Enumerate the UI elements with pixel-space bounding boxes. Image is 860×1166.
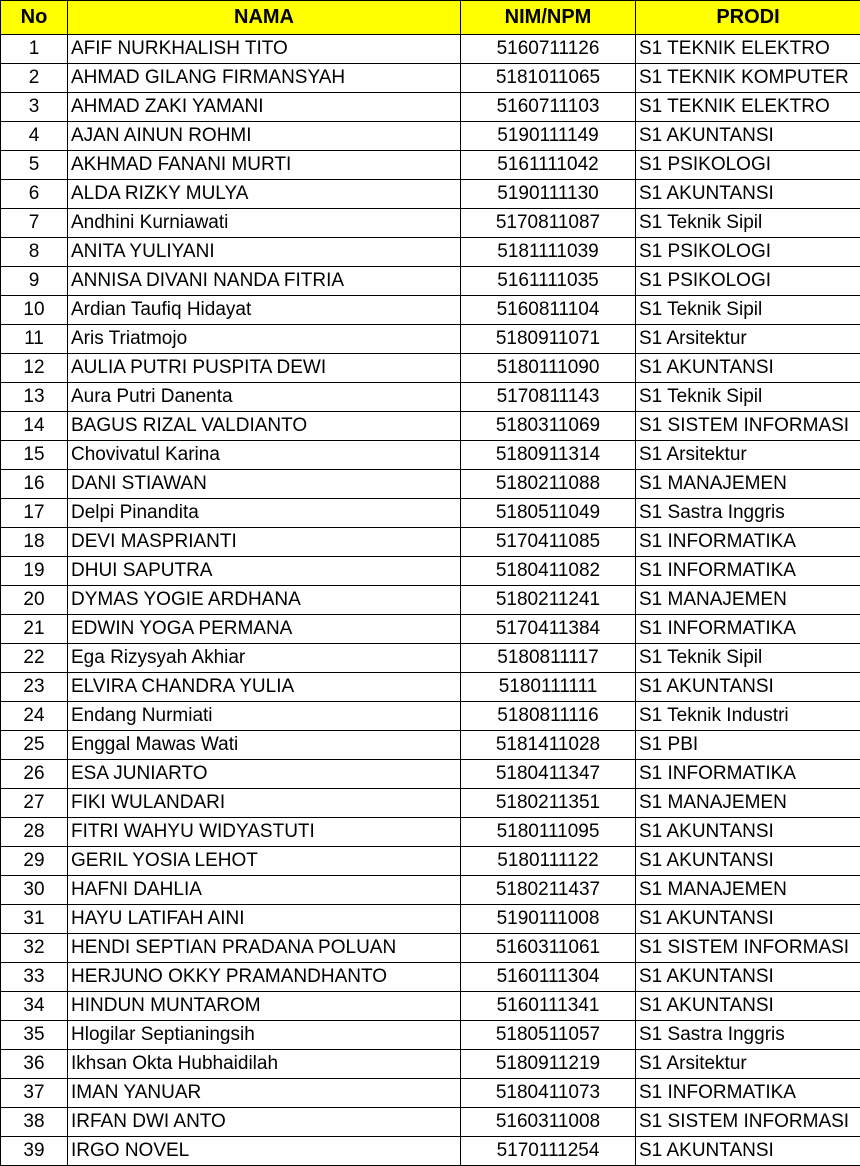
table-row [1, 1137, 860, 1166]
cell-prodi: S1 AKUNTANSI [636, 180, 860, 209]
cell-nama: Andhini Kurniawati [68, 209, 461, 238]
cell-nama: BAGUS RIZAL VALDIANTO [68, 412, 461, 441]
cell-prodi: S1 AKUNTANSI [636, 963, 860, 992]
cell-nama: ELVIRA CHANDRA YULIA [68, 673, 461, 702]
cell-nim: 5180411073 [461, 1079, 636, 1108]
table-row [1, 905, 860, 934]
table-row [1, 760, 860, 789]
cell-no: 31 [1, 905, 68, 934]
cell-no: 13 [1, 383, 68, 412]
cell-prodi: S1 PSIKOLOGI [636, 267, 860, 296]
table-row [1, 963, 860, 992]
cell-nim: 5160711126 [461, 35, 636, 64]
cell-no: 33 [1, 963, 68, 992]
cell-nim: 5170111254 [461, 1137, 636, 1166]
cell-prodi: S1 MANAJEMEN [636, 470, 860, 499]
cell-nama: Endang Nurmiati [68, 702, 461, 731]
cell-no: 24 [1, 702, 68, 731]
cell-nama: IRFAN DWI ANTO [68, 1108, 461, 1137]
cell-no: 6 [1, 180, 68, 209]
table-row [1, 934, 860, 963]
cell-nim: 5180111090 [461, 354, 636, 383]
cell-prodi: S1 Sastra Inggris [636, 499, 860, 528]
cell-no: 28 [1, 818, 68, 847]
cell-nama: ANNISA DIVANI NANDA FITRIA [68, 267, 461, 296]
cell-nim: 5180111111 [461, 673, 636, 702]
table-row [1, 1021, 860, 1050]
cell-nim: 5180311069 [461, 412, 636, 441]
cell-prodi: S1 PBI [636, 731, 860, 760]
table-row [1, 1050, 860, 1079]
table-row [1, 673, 860, 702]
table-row [1, 528, 860, 557]
table-row [1, 702, 860, 731]
cell-nama: HERJUNO OKKY PRAMANDHANTO [68, 963, 461, 992]
cell-no: 1 [1, 35, 68, 64]
cell-nim: 5160711103 [461, 93, 636, 122]
cell-no: 12 [1, 354, 68, 383]
table-row [1, 267, 860, 296]
table-row [1, 209, 860, 238]
cell-nim: 5161111042 [461, 151, 636, 180]
cell-no: 5 [1, 151, 68, 180]
cell-nim: 5181111039 [461, 238, 636, 267]
table-row [1, 441, 860, 470]
table-row [1, 64, 860, 93]
cell-prodi: S1 Teknik Industri [636, 702, 860, 731]
cell-nama: HINDUN MUNTAROM [68, 992, 461, 1021]
cell-prodi: S1 INFORMATIKA [636, 557, 860, 586]
cell-nama: IRGO NOVEL [68, 1137, 461, 1166]
cell-prodi: S1 AKUNTANSI [636, 992, 860, 1021]
header-nama: NAMA [68, 1, 461, 35]
cell-nama: DEVI MASPRIANTI [68, 528, 461, 557]
cell-no: 27 [1, 789, 68, 818]
cell-no: 7 [1, 209, 68, 238]
cell-prodi: S1 Arsitektur [636, 1050, 860, 1079]
cell-nim: 5161111035 [461, 267, 636, 296]
cell-no: 8 [1, 238, 68, 267]
table-row [1, 354, 860, 383]
table-row [1, 557, 860, 586]
table-row [1, 731, 860, 760]
cell-prodi: S1 AKUNTANSI [636, 818, 860, 847]
cell-nama: ESA JUNIARTO [68, 760, 461, 789]
cell-no: 11 [1, 325, 68, 354]
cell-prodi: S1 Teknik Sipil [636, 383, 860, 412]
cell-no: 32 [1, 934, 68, 963]
cell-nim: 5190111130 [461, 180, 636, 209]
table-row [1, 412, 860, 441]
table-row [1, 644, 860, 673]
header-row [1, 1, 860, 35]
cell-prodi: S1 MANAJEMEN [636, 586, 860, 615]
cell-no: 39 [1, 1137, 68, 1166]
cell-no: 4 [1, 122, 68, 151]
cell-nim: 5170811143 [461, 383, 636, 412]
cell-prodi: S1 TEKNIK ELEKTRO [636, 93, 860, 122]
table-row [1, 122, 860, 151]
table-row [1, 586, 860, 615]
cell-nim: 5160311008 [461, 1108, 636, 1137]
cell-no: 25 [1, 731, 68, 760]
cell-no: 30 [1, 876, 68, 905]
header-prodi: PRODI [636, 1, 860, 35]
table-row [1, 383, 860, 412]
table-row [1, 615, 860, 644]
cell-prodi: S1 AKUNTANSI [636, 354, 860, 383]
table-row [1, 1108, 860, 1137]
cell-nama: Ardian Taufiq Hidayat [68, 296, 461, 325]
cell-no: 19 [1, 557, 68, 586]
cell-prodi: S1 AKUNTANSI [636, 1137, 860, 1166]
cell-no: 20 [1, 586, 68, 615]
cell-nim: 5160111341 [461, 992, 636, 1021]
cell-no: 35 [1, 1021, 68, 1050]
cell-nim: 5180911071 [461, 325, 636, 354]
table-row [1, 325, 860, 354]
cell-nim: 5180911314 [461, 441, 636, 470]
cell-prodi: S1 AKUNTANSI [636, 122, 860, 151]
cell-nim: 5180211351 [461, 789, 636, 818]
table-row [1, 238, 860, 267]
cell-prodi: S1 Teknik Sipil [636, 296, 860, 325]
cell-nim: 5190111008 [461, 905, 636, 934]
cell-no: 22 [1, 644, 68, 673]
table-row [1, 876, 860, 905]
cell-nim: 5170411384 [461, 615, 636, 644]
cell-prodi: S1 Teknik Sipil [636, 644, 860, 673]
cell-prodi: S1 AKUNTANSI [636, 905, 860, 934]
cell-nama: FITRI WAHYU WIDYASTUTI [68, 818, 461, 847]
cell-nama: ANITA YULIYANI [68, 238, 461, 267]
cell-prodi: S1 SISTEM INFORMASI [636, 1108, 860, 1137]
cell-no: 26 [1, 760, 68, 789]
cell-nama: FIKI WULANDARI [68, 789, 461, 818]
cell-nama: AULIA PUTRI PUSPITA DEWI [68, 354, 461, 383]
table-row [1, 789, 860, 818]
table-row [1, 1079, 860, 1108]
cell-nim: 5180411082 [461, 557, 636, 586]
cell-nim: 5180111095 [461, 818, 636, 847]
cell-no: 37 [1, 1079, 68, 1108]
cell-nim: 5170411085 [461, 528, 636, 557]
cell-nama: AHMAD ZAKI YAMANI [68, 93, 461, 122]
cell-prodi: S1 Arsitektur [636, 441, 860, 470]
cell-nama: Chovivatul Karina [68, 441, 461, 470]
cell-nim: 5160311061 [461, 934, 636, 963]
table-row [1, 35, 860, 64]
cell-nama: Delpi Pinandita [68, 499, 461, 528]
cell-nama: GERIL YOSIA LEHOT [68, 847, 461, 876]
cell-prodi: S1 INFORMATIKA [636, 615, 860, 644]
cell-nama: AHMAD GILANG FIRMANSYAH [68, 64, 461, 93]
cell-nama: HAYU LATIFAH AINI [68, 905, 461, 934]
cell-prodi: S1 PSIKOLOGI [636, 151, 860, 180]
cell-no: 36 [1, 1050, 68, 1079]
cell-prodi: S1 MANAJEMEN [636, 876, 860, 905]
cell-nama: HENDI SEPTIAN PRADANA POLUAN [68, 934, 461, 963]
cell-nim: 5180811116 [461, 702, 636, 731]
table-row [1, 296, 860, 325]
cell-no: 34 [1, 992, 68, 1021]
table-row [1, 818, 860, 847]
table-row [1, 847, 860, 876]
table-body [1, 35, 860, 1166]
cell-nama: Hlogilar Septianingsih [68, 1021, 461, 1050]
cell-nim: 5160811104 [461, 296, 636, 325]
header-no: No [1, 1, 68, 35]
cell-no: 15 [1, 441, 68, 470]
table-header [1, 1, 860, 35]
cell-nim: 5180111122 [461, 847, 636, 876]
table-row [1, 992, 860, 1021]
cell-nama: AJAN AINUN ROHMI [68, 122, 461, 151]
cell-nim: 5180411347 [461, 760, 636, 789]
cell-no: 29 [1, 847, 68, 876]
cell-nama: AFIF NURKHALISH TITO [68, 35, 461, 64]
table-row [1, 151, 860, 180]
cell-no: 10 [1, 296, 68, 325]
cell-nim: 5180811117 [461, 644, 636, 673]
cell-nim: 5181411028 [461, 731, 636, 760]
cell-nim: 5180211088 [461, 470, 636, 499]
cell-nama: AKHMAD FANANI MURTI [68, 151, 461, 180]
cell-no: 21 [1, 615, 68, 644]
cell-no: 16 [1, 470, 68, 499]
cell-nim: 5170811087 [461, 209, 636, 238]
cell-nim: 5180511057 [461, 1021, 636, 1050]
cell-nim: 5180511049 [461, 499, 636, 528]
cell-prodi: S1 Arsitektur [636, 325, 860, 354]
cell-prodi: S1 INFORMATIKA [636, 1079, 860, 1108]
cell-nim: 5190111149 [461, 122, 636, 151]
header-nim: NIM/NPM [461, 1, 636, 35]
cell-nama: EDWIN YOGA PERMANA [68, 615, 461, 644]
cell-nama: DHUI SAPUTRA [68, 557, 461, 586]
cell-nama: Ega Rizysyah Akhiar [68, 644, 461, 673]
table-row [1, 180, 860, 209]
cell-prodi: S1 INFORMATIKA [636, 760, 860, 789]
cell-prodi: S1 MANAJEMEN [636, 789, 860, 818]
cell-no: 23 [1, 673, 68, 702]
cell-prodi: S1 TEKNIK ELEKTRO [636, 35, 860, 64]
cell-prodi: S1 AKUNTANSI [636, 673, 860, 702]
cell-nama: DYMAS YOGIE ARDHANA [68, 586, 461, 615]
table-row [1, 93, 860, 122]
cell-prodi: S1 Sastra Inggris [636, 1021, 860, 1050]
cell-nim: 5160111304 [461, 963, 636, 992]
cell-nama: Ikhsan Okta Hubhaidilah [68, 1050, 461, 1079]
cell-no: 3 [1, 93, 68, 122]
cell-nama: Aris Triatmojo [68, 325, 461, 354]
cell-no: 9 [1, 267, 68, 296]
cell-nama: HAFNI DAHLIA [68, 876, 461, 905]
cell-prodi: S1 SISTEM INFORMASI [636, 412, 860, 441]
cell-prodi: S1 Teknik Sipil [636, 209, 860, 238]
cell-nim: 5180211241 [461, 586, 636, 615]
cell-prodi: S1 INFORMATIKA [636, 528, 860, 557]
cell-nama: ALDA RIZKY MULYA [68, 180, 461, 209]
cell-prodi: S1 AKUNTANSI [636, 847, 860, 876]
cell-nim: 5181011065 [461, 64, 636, 93]
cell-no: 2 [1, 64, 68, 93]
cell-nama: DANI STIAWAN [68, 470, 461, 499]
table-row [1, 499, 860, 528]
cell-no: 14 [1, 412, 68, 441]
cell-nama: IMAN YANUAR [68, 1079, 461, 1108]
cell-prodi: S1 PSIKOLOGI [636, 238, 860, 267]
cell-nama: Enggal Mawas Wati [68, 731, 461, 760]
cell-nim: 5180911219 [461, 1050, 636, 1079]
table-row [1, 470, 860, 499]
cell-prodi: S1 SISTEM INFORMASI [636, 934, 860, 963]
cell-nim: 5180211437 [461, 876, 636, 905]
cell-nama: Aura Putri Danenta [68, 383, 461, 412]
cell-no: 18 [1, 528, 68, 557]
cell-no: 38 [1, 1108, 68, 1137]
cell-no: 17 [1, 499, 68, 528]
cell-prodi: S1 TEKNIK KOMPUTER [636, 64, 860, 93]
